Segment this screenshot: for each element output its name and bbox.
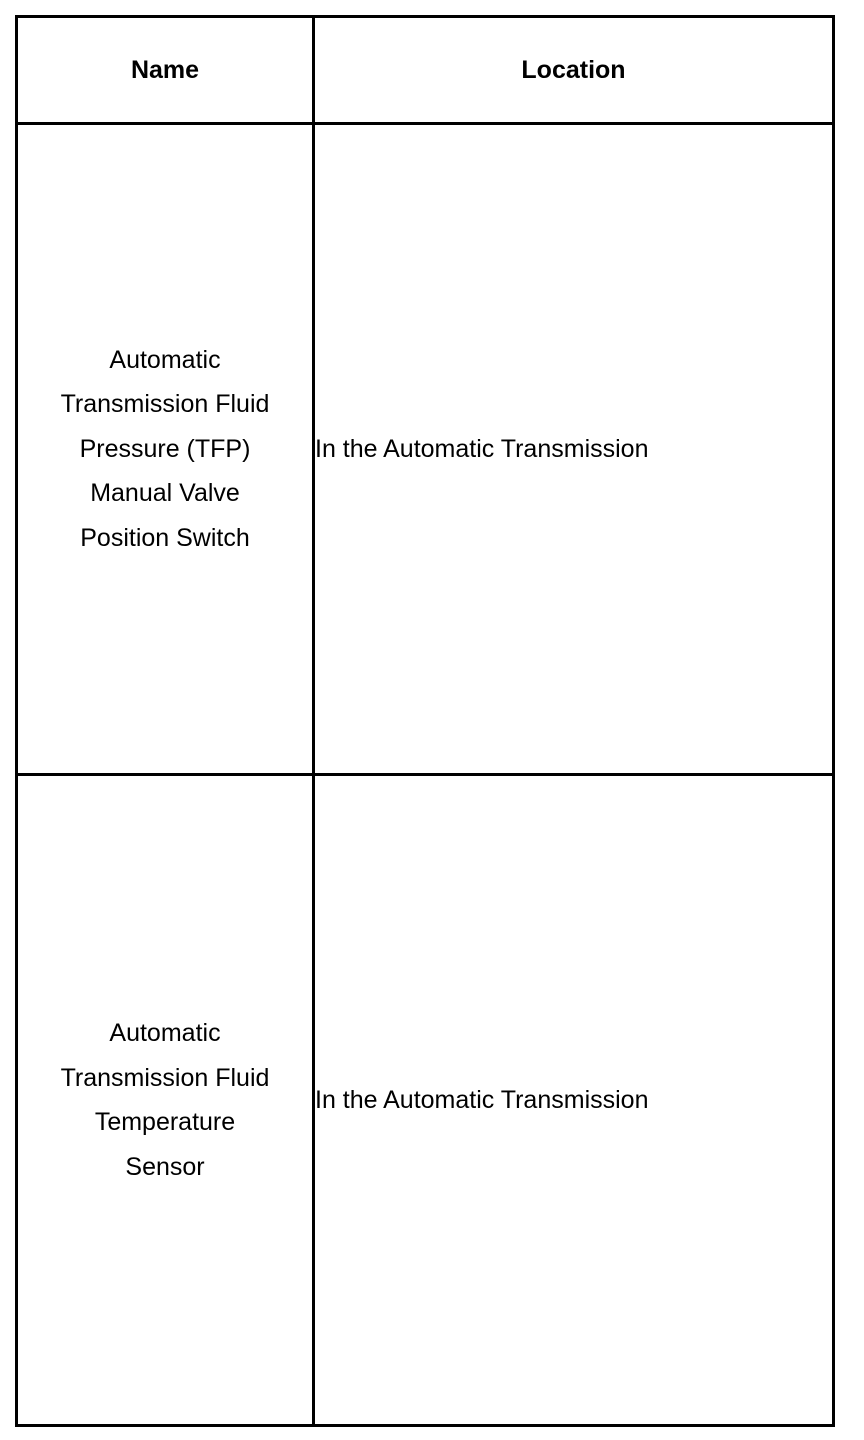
component-name-line: Manual Valve (90, 479, 240, 508)
component-location-cell: In the Automatic Transmission (314, 124, 834, 775)
component-location-cell: In the Automatic Transmission (314, 775, 834, 1426)
component-name-line: Pressure (TFP) (79, 434, 251, 463)
component-name-line: Sensor (125, 1152, 205, 1181)
component-name-line: Transmission Fluid (60, 1063, 270, 1092)
table-row (17, 775, 834, 1426)
header-row (17, 17, 834, 124)
table-row (17, 124, 834, 775)
component-name-line: Transmission Fluid (60, 390, 270, 419)
component-location-table (15, 15, 835, 1427)
component-name-cell (17, 124, 314, 775)
header-location: Location (314, 17, 834, 124)
component-locator-sheet (15, 15, 835, 1427)
component-name-line: Automatic (109, 1019, 221, 1047)
component-name-line: Automatic (109, 345, 221, 374)
component-name-line: Position Switch (80, 523, 250, 552)
component-name-line: Temperature (94, 1108, 236, 1136)
header-name: Name (17, 17, 314, 124)
component-name-cell (17, 775, 314, 1426)
